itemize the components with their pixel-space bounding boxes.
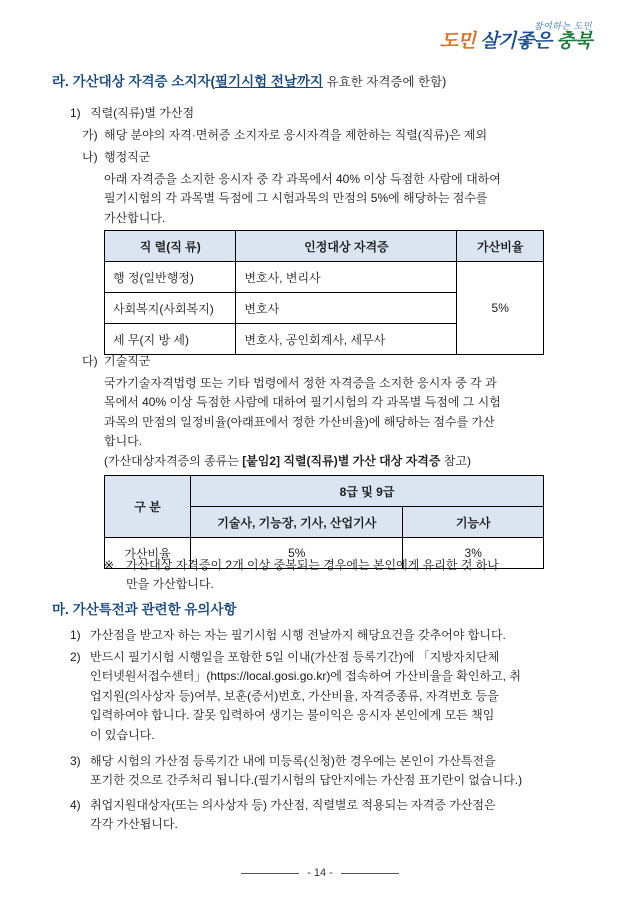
item-da-body xyxy=(104,374,549,471)
item-na-body-line2: 필기시험의 각 과목별 득점에 그 시험과목의 만점의 5%에 해당하는 점수를 xyxy=(104,191,488,206)
item-na-body-line1: 아래 자격증을 소지한 응시자 중 각 과목에서 40% 이상 득점한 사람에 대하여 xyxy=(104,172,501,186)
item-ga xyxy=(82,126,552,145)
ma-item-3-text xyxy=(90,752,522,791)
table-header-row xyxy=(105,231,544,262)
ma-item-2 xyxy=(70,648,565,745)
item-da-line5-post: 참고) xyxy=(440,453,471,468)
ma-item-2-line-1: 인터넷원서접수센터」(https://local.gosi.go.kr)에 접속하여 가산비율을 확인하고, 취 xyxy=(90,669,521,684)
item-da-body-line4: 합니다. xyxy=(104,434,143,449)
logo-wordmark xyxy=(412,32,592,51)
item-ga-text: 해당 분야의 자격·면허증 소지자로 응시자격을 제한하는 직렬(직류)은 제외 xyxy=(104,128,488,142)
cell-value-0: 5% xyxy=(191,538,403,569)
cell-certs-2: 변호사, 공인회계사, 세무사 xyxy=(236,324,457,355)
ma-item-4-line-0: 취업지원대상자(또는 의사상자 등) 가산점, 직렬별로 적용되는 자격증 가산점은 xyxy=(90,798,496,812)
item-1-mark: 1) xyxy=(70,106,81,120)
qualification-table xyxy=(104,230,544,355)
item-1-text: 직렬(직류)별 가산점 xyxy=(90,106,195,120)
ma-item-4 xyxy=(70,796,565,835)
th-series: 직 렬(직 류) xyxy=(105,231,236,262)
th-grade-group: 8급 및 9급 xyxy=(191,476,544,507)
item-1 xyxy=(70,104,194,123)
ratio-table xyxy=(104,475,544,569)
item-da-body-line1: 국가기술자격법령 또는 기타 법령에서 정한 자격증을 소지한 응시자 중 각 과 xyxy=(104,376,497,390)
ma-item-3-line-0: 해당 시험의 가산점 등록기간 내에 미등록(신청)한 경우에는 본인이 가산특전을 xyxy=(90,754,496,768)
item-da-body-line2: 목에서 40% 이상 득점한 사람에 대하여 필기시험의 각 과목별 득점에 그 시험 xyxy=(104,395,501,410)
section-heading-ma xyxy=(52,600,237,620)
note-text xyxy=(126,556,499,594)
item-na-body xyxy=(104,170,544,228)
table-row xyxy=(105,262,544,293)
logo-word-3: 충북 xyxy=(556,31,592,52)
note-line2: 만을 가산합니다. xyxy=(126,577,214,592)
cell-value-1: 3% xyxy=(403,538,544,569)
logo-word-1: 도민 xyxy=(439,31,476,52)
note-mark: ※ xyxy=(104,558,115,572)
th-division: 구 분 xyxy=(105,476,191,538)
cell-row-label: 가산비율 xyxy=(105,538,191,569)
item-da-body-line5 xyxy=(104,452,549,471)
item-da-text: 기술직군 xyxy=(104,354,151,368)
section-ra-title-2: 유효한 자격증에 한함) xyxy=(323,75,447,89)
section-ra-title-1: 가산대상 자격증 소지자( xyxy=(72,74,215,89)
note-line1: 가산대상 자격증이 2개 이상 중복되는 경우에는 본인에게 유리한 것 하나 xyxy=(126,558,499,572)
section-ra-underlined: 필기시험 전날까지 xyxy=(214,74,324,89)
province-logo xyxy=(412,22,592,64)
logo-word-2: 살기좋은 xyxy=(480,31,552,52)
item-da xyxy=(82,352,552,371)
th-certs: 인정대상 자격증 xyxy=(236,231,457,262)
section-heading-ra xyxy=(52,72,446,92)
item-na-body-line3: 가산합니다. xyxy=(104,210,166,225)
ma-item-3-mark: 3) xyxy=(70,754,81,768)
ma-item-1 xyxy=(70,626,560,645)
th-craftsman: 기능사 xyxy=(403,507,544,538)
footer-rule-right xyxy=(341,873,399,874)
ma-item-4-text xyxy=(90,796,496,835)
th-engineer-group: 기술사, 기능장, 기사, 산업기사 xyxy=(191,507,403,538)
ma-item-2-text xyxy=(90,648,521,745)
item-na-mark: 나) xyxy=(82,150,98,164)
duplicate-cert-note xyxy=(104,556,554,594)
footer-rule-left xyxy=(241,873,299,874)
ma-item-1-text: 가산점을 받고자 하는 자는 필기시험 시행 전날까지 해당요건을 갖추어야 합니다. xyxy=(90,628,506,642)
cell-certs-1: 변호사 xyxy=(236,293,457,324)
item-ga-mark: 가) xyxy=(82,128,98,142)
ma-item-2-line-4: 이 있습니다. xyxy=(90,727,155,742)
ma-item-4-mark: 4) xyxy=(70,798,81,812)
item-da-body-line3: 과목의 만점의 일정비율(아래표에서 정한 가산비율)에 해당하는 점수를 가산 xyxy=(104,414,495,429)
cell-certs-0: 변호사, 변리사 xyxy=(236,262,457,293)
item-na xyxy=(82,148,552,167)
item-da-mark: 다) xyxy=(82,354,98,368)
table-header-row xyxy=(105,476,544,507)
section-ra-label: 라. xyxy=(52,74,69,89)
ma-item-4-line-1: 각각 가산됩니다. xyxy=(90,817,178,832)
section-ma-title: 가산특전과 관련한 유의사항 xyxy=(72,602,237,617)
ma-item-2-line-2: 업지원(의사상자 등)여부, 보훈(증서)번호, 가산비율, 자격증종류, 자격번호 등을 xyxy=(90,688,499,703)
page-footer xyxy=(0,867,640,879)
item-da-line5-pre: (가산대상자격증의 종류는 xyxy=(104,453,243,468)
ma-item-1-mark: 1) xyxy=(70,628,81,642)
logo-tagline: 참여하는 도민 xyxy=(533,21,592,31)
item-da-line5-bold: [붙임2] 직렬(직류)별 가산 대상 자격증 xyxy=(242,453,441,468)
ma-item-3 xyxy=(70,752,570,791)
ma-item-2-line-3: 입력하여야 합니다. 잘못 입력하여 생기는 불이익은 응시자 본인에게 모든 책임 xyxy=(90,708,495,723)
cell-series-0: 행 정(일반행정) xyxy=(105,262,236,293)
page-number: - 14 - xyxy=(307,867,333,879)
cell-ratio: 5% xyxy=(457,262,544,355)
th-ratio: 가산비율 xyxy=(457,231,544,262)
ma-item-3-line-1: 포기한 것으로 간주처리 됩니다.(필기시험의 답안지에는 가산점 표기란이 없습니다.) xyxy=(90,773,523,788)
cell-series-2: 세 무(지 방 세) xyxy=(105,324,236,355)
ma-item-2-line-0: 반드시 필기시험 시행일을 포함한 5일 이내(가산점 등록기간)에 「지방자치단체 xyxy=(90,650,500,664)
cell-series-1: 사회복지(사회복지) xyxy=(105,293,236,324)
section-ma-label: 마. xyxy=(52,602,69,617)
item-na-text: 행정직군 xyxy=(104,150,151,164)
ma-item-2-mark: 2) xyxy=(70,650,81,664)
